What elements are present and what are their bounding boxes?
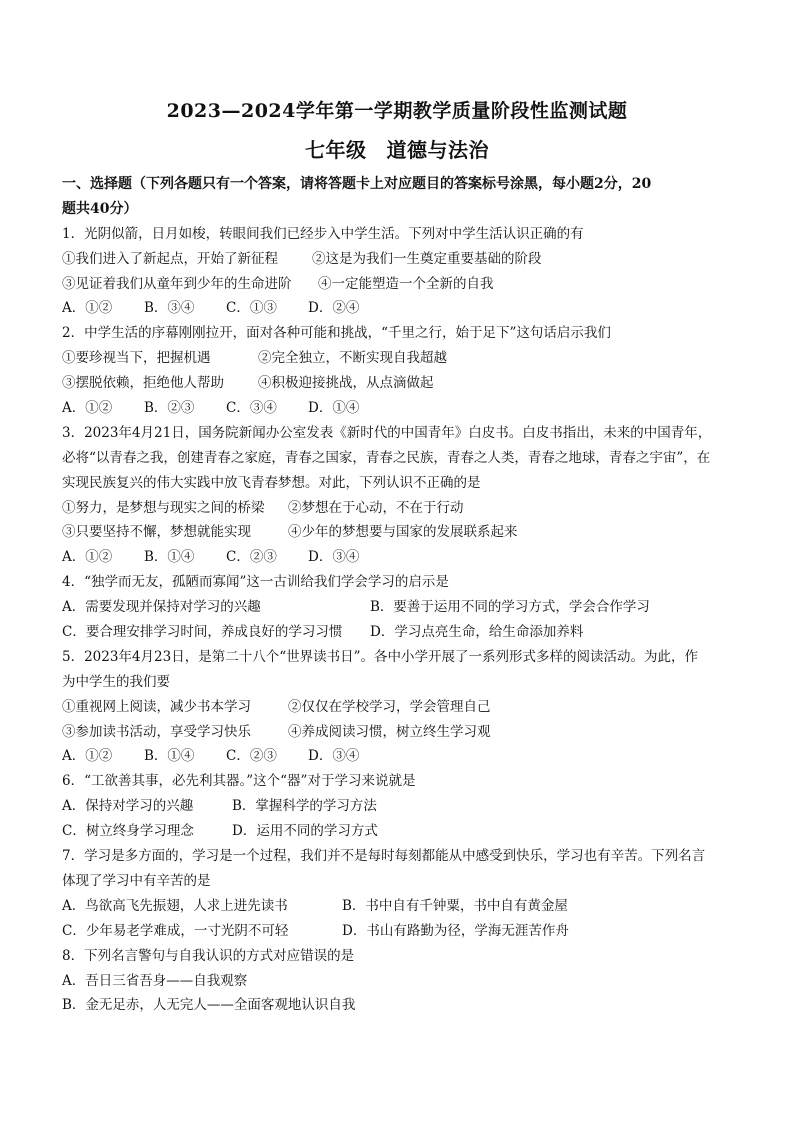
item: ①重视网上阅读，减少书本学习 bbox=[62, 698, 251, 715]
option: C．②③ bbox=[226, 549, 277, 566]
option: A．①② bbox=[62, 300, 113, 317]
option: A．①② bbox=[62, 549, 113, 566]
item: ③参加读书活动，享受学习快乐 bbox=[62, 723, 251, 740]
section-heading: 一、选择题（下列各题只有一个答案，请将答题卡上对应题目的答案标号涂黑，每小题2分，20 bbox=[62, 176, 652, 192]
question-stem-cont: 实现民族复兴的伟大实践中放飞青春梦想。对此，下列认识不正确的是 bbox=[62, 474, 481, 491]
question-stem: 6．“工欲善其事，必先利其器。”这个“器”对于学习来说就是 bbox=[62, 773, 416, 790]
option: C．②③ bbox=[226, 748, 277, 765]
option: D．书山有路勤为径，学海无涯苦作舟 bbox=[342, 922, 569, 939]
option: D．③④ bbox=[308, 748, 360, 765]
option: B．①④ bbox=[144, 748, 195, 765]
question-items bbox=[62, 520, 734, 545]
question-stem: 8．下列名言警句与自我认识的方式对应错误的是 bbox=[62, 947, 355, 964]
answer-options bbox=[62, 595, 734, 620]
question-items bbox=[62, 371, 734, 396]
option: B．书中自有千钟粟，书中自有黄金屋 bbox=[342, 897, 568, 914]
item: ③见证着我们从童年到少年的生命进阶 bbox=[62, 275, 292, 292]
item: ①要珍视当下，把握机遇 bbox=[62, 350, 211, 367]
exam-subtitle bbox=[0, 134, 794, 163]
question-stem: 5．2023年4月23日，是第二十八个“世界读书日”。各中小学开展了一系列形式多样的阅读活动。为此，作 bbox=[62, 648, 699, 665]
answer-option-line: A．吾日三省吾身——自我观察 bbox=[62, 972, 248, 989]
option: A．需要发现并保持对学习的兴趣 bbox=[62, 599, 261, 616]
item: ④积极迎接挑战，从点滴做起 bbox=[258, 375, 434, 392]
answer-options bbox=[62, 396, 734, 421]
option: C．要合理安排学习时间，养成良好的学习习惯 bbox=[62, 624, 343, 641]
option: B．②③ bbox=[144, 400, 195, 417]
option: C．少年易老学难成，一寸光阴不可轻 bbox=[62, 922, 289, 939]
option: D．②④ bbox=[308, 300, 360, 317]
grade-label: 七年级 bbox=[305, 138, 367, 162]
item: ①努力，是梦想与现实之间的桥梁 bbox=[62, 499, 265, 516]
question-stem: 2．中学生活的序幕刚刚拉开，面对各种可能和挑战，“千里之行，始于足下”这句话启示我们 bbox=[62, 325, 611, 342]
answer-options bbox=[62, 744, 734, 769]
option: D．运用不同的学习方式 bbox=[232, 823, 378, 840]
item: ②梦想在于心动，不在于行动 bbox=[288, 499, 464, 516]
section-heading-cont: 题共40分） bbox=[62, 200, 138, 217]
question-stem-cont: 为中学生的我们要 bbox=[62, 673, 170, 690]
option: B．③④ bbox=[144, 300, 195, 317]
item: ②这是为我们一生奠定重要基础的阶段 bbox=[312, 250, 542, 267]
question-items bbox=[62, 247, 734, 272]
option: C．③④ bbox=[226, 400, 277, 417]
item: ④养成阅读习惯，树立终生学习观 bbox=[288, 723, 491, 740]
option: D．①④ bbox=[308, 400, 360, 417]
question-items bbox=[62, 346, 734, 371]
answer-options bbox=[62, 296, 734, 321]
exam-content bbox=[62, 172, 734, 1018]
item: ②完全独立，不断实现自我超越 bbox=[258, 350, 447, 367]
option: B．①④ bbox=[144, 549, 195, 566]
question-items bbox=[62, 720, 734, 745]
answer-options bbox=[62, 819, 734, 844]
option: A．①② bbox=[62, 748, 113, 765]
option: D．③④ bbox=[308, 549, 360, 566]
question-stem-cont: 必将“以青春之我，创建青春之家庭，青春之国家，青春之民族，青春之人类，青春之地球，青春之宇宙”，在 bbox=[62, 449, 711, 466]
option: A．鸟欲高飞先振翅，人求上进先读书 bbox=[62, 897, 288, 914]
item: ④少年的梦想要与国家的发展联系起来 bbox=[288, 524, 518, 541]
question-items bbox=[62, 496, 734, 521]
question-items bbox=[62, 272, 734, 297]
question-stem: 1．光阴似箭，日月如梭，转眼间我们已经步入中学生活。下列对中学生活认识正确的有 bbox=[62, 225, 584, 242]
item: ③摆脱依赖，拒绝他人帮助 bbox=[62, 375, 224, 392]
item: ①我们进入了新起点，开始了新征程 bbox=[62, 250, 278, 267]
answer-options bbox=[62, 620, 734, 645]
answer-options bbox=[62, 545, 734, 570]
option: B．要善于运用不同的学习方式，学会合作学习 bbox=[370, 599, 650, 616]
answer-options bbox=[62, 894, 734, 919]
option: B．掌握科学的学习方法 bbox=[232, 798, 377, 815]
question-stem: 4．“独学而无友，孤陋而寡闻”这一古训给我们学会学习的启示是 bbox=[62, 574, 449, 591]
question-stem-cont: 体现了学习中有辛苦的是 bbox=[62, 872, 211, 889]
question-items bbox=[62, 695, 734, 720]
question-stem: 3．2023年4月21日，国务院新闻办公室发表《新时代的中国青年》白皮书。白皮书指出，未来的中国青年， bbox=[62, 424, 712, 441]
answer-options bbox=[62, 794, 734, 819]
answer-option-line: B．金无足赤，人无完人——全面客观地认识自我 bbox=[62, 997, 356, 1014]
question-stem: 7．学习是多方面的，学习是一个过程，我们并不是每时每刻都能从中感受到快乐，学习也有辛苦。下列名言 bbox=[62, 848, 706, 865]
answer-options bbox=[62, 919, 734, 944]
option: C．树立终身学习理念 bbox=[62, 823, 194, 840]
item: ④一定能塑造一个全新的自我 bbox=[318, 275, 494, 292]
option: A．保持对学习的兴趣 bbox=[62, 798, 194, 815]
subject-label: 道德与法治 bbox=[386, 138, 489, 162]
option: C．①③ bbox=[226, 300, 277, 317]
item: ③只要坚持不懈，梦想就能实现 bbox=[62, 524, 251, 541]
exam-title: 2023—2024学年第一学期教学质量阶段性监测试题 bbox=[166, 100, 628, 122]
option: A．①② bbox=[62, 400, 113, 417]
item: ②仅仅在学校学习，学会管理自己 bbox=[288, 698, 491, 715]
option: D．学习点亮生命，给生命添加养料 bbox=[370, 624, 584, 641]
